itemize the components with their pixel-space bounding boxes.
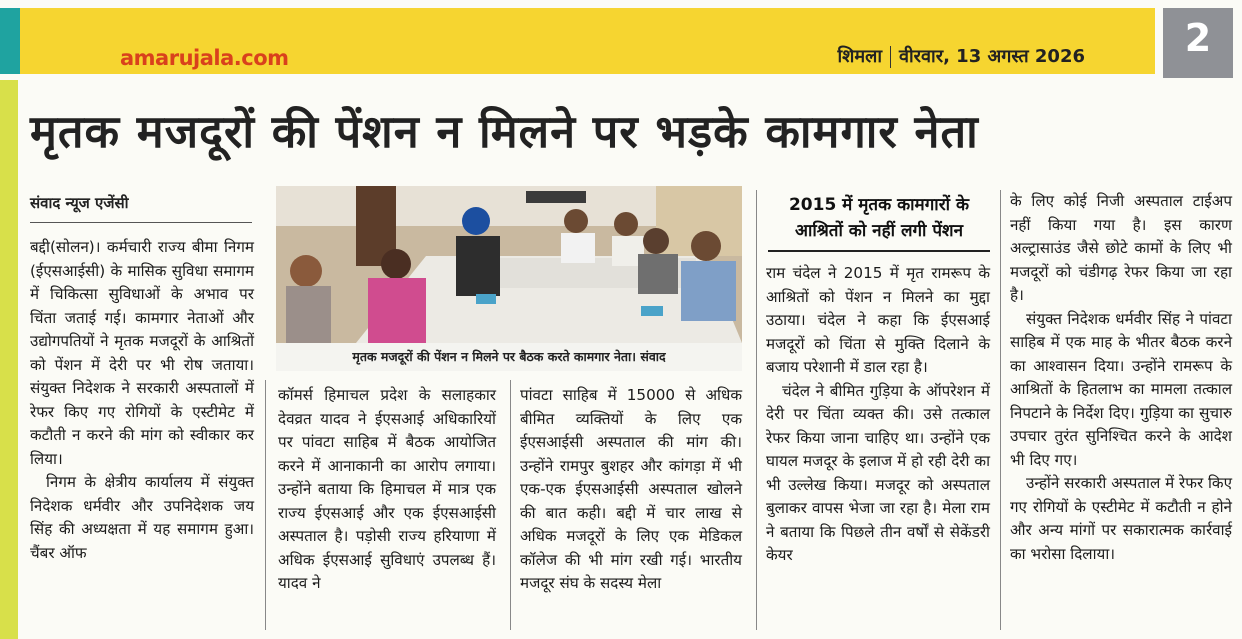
- paragraph: उन्होंने सरकारी अस्पताल में रेफर किए गए रोगियों के एस्टीमेट में कटौती न होने और अन्य मांगों पर सकारात्मक कार्रवाई का भरोसा दिलाया।: [1010, 474, 1232, 563]
- paragraph: पांवटा साहिब में 15000 से अधिक बीमित व्यक्तियों के लिए एक ईएसआईसी अस्पताल की मांग की। उन्होंने रामपुर बुशहर और कांगड़ा में भी एक-एक ईएसआईसी अस्पताल खोलने की बात कही। बद्दी में चार लाख से अधिक मजदूरों के लिए एक मेडिकल कॉलेज की भी मांग रखी गई। भारतीय मजदूर संघ के सदस्य मेला: [520, 386, 742, 592]
- date-label: वीरवार, 13 अगस्त 2026: [899, 46, 1085, 67]
- masthead-bar: [0, 8, 1155, 74]
- paragraph: के लिए कोई निजी अस्पताल टाईअप नहीं किया गया है। इस कारण अल्ट्रासाउंड जैसे छोटे कामों के लिए भी मजदूरों को चंडीगढ़ रेफर किया जा रहा है।: [1010, 192, 1232, 304]
- page-number-box: [1163, 8, 1233, 78]
- meeting-photo-illustration: [276, 186, 742, 343]
- news-photo[interactable]: [276, 186, 742, 343]
- left-color-strip: [0, 80, 18, 639]
- masthead-accent-strip: [0, 8, 20, 74]
- paragraph: संयुक्त निदेशक धर्मवीर सिंह ने पांवटा साहिब में एक माह के भीतर बैठक करने का आश्वासन दिया। उन्होंने रामरूप के आश्रितों के हितलाभ का मामला तत्काल निपटाने के निर्देश दिए। गुड़िया का सुचारु उपचार तुरंत सुनिश्चित करने के आदेश भी दिए गए।: [1010, 309, 1232, 469]
- column-divider: [265, 380, 266, 630]
- byline: संवाद न्यूज एजेंसी: [30, 194, 129, 212]
- page-bottom-edge: [20, 630, 1240, 639]
- city-label: शिमला: [837, 46, 882, 67]
- site-logo[interactable]: amarujala.com: [120, 46, 289, 70]
- column-3: [520, 384, 742, 596]
- paragraph: निगम के क्षेत्रीय कार्यालय में संयुक्त निदेशक धर्मवीर और उपनिदेशक जय सिंह की अध्यक्षता में यह समागम हुआ। चैंबर ऑफ: [30, 473, 254, 562]
- column-divider: [1000, 190, 1001, 630]
- column-divider: [756, 190, 757, 630]
- column-1: [30, 236, 254, 565]
- subhead-rule: [768, 250, 990, 252]
- sub-headline: 2015 में मृतक कामगारों के आश्रितों को नहीं लगी पेंशन: [788, 195, 970, 241]
- dateline-divider: [890, 46, 891, 68]
- article-headline: मृतक मजदूरों की पेंशन न मिलने पर भड़के कामगार नेता: [30, 105, 979, 158]
- column-2: [278, 384, 496, 596]
- page-number: 2: [1184, 16, 1212, 60]
- byline-rule: [30, 222, 252, 223]
- photo-caption: मृतक मजदूरों की पेंशन न मिलने पर बैठक करते कामगार नेता। संवाद: [276, 343, 742, 371]
- paragraph: राम चंदेल ने 2015 में मृत रामरूप के आश्रितों को पेंशन न मिलने का मुद्दा उठाया। चंदेल ने कहा कि ईएसआई मजदूरों को चिंता से मुक्ति दिलाने के बजाय परेशानी में डाल रहा है।: [766, 264, 990, 376]
- column-5: [1010, 190, 1232, 566]
- paragraph: कॉमर्स हिमाचल प्रदेश के सलाहकार देवव्रत यादव ने ईएसआई अधिकारियों पर पांवटा साहिब में बैठक आयोजित करने में आनाकानी का आरोप लगाया। उन्होंने बताया कि हिमाचल में मात्र एक राज्य ईएसआई और एक ईएसआईसी अस्पताल है। पड़ोसी राज्य हरियाणा में अधिक ईएसआई सुविधाएं उपलब्ध हैं। यादव ने: [278, 386, 496, 592]
- column-4: [766, 262, 990, 568]
- column-divider: [510, 380, 511, 630]
- dateline: [837, 44, 1085, 68]
- paragraph: चंदेल ने बीमित गुड़िया के ऑपरेशन में देरी पर चिंता व्यक्त की। उसे तत्काल रेफर किया जाना चाहिए था। उन्होंने एक घायल मजदूर के इलाज में हो रही देरी का भी उल्लेख किया। मजदूर को अस्पताल बुलाकर वापस भेजा जा रहा है। मेला राम ने बताया कि पिछले तीन वर्षों से सेकेंडरी केयर: [766, 381, 990, 564]
- paragraph: बद्दी(सोलन)। कर्मचारी राज्य बीमा निगम (ईएसआईसी) के मासिक सुविधा समागम में चिकित्सा सुविधाओं के अभाव पर चिंता जताई गई। कामगार नेताओं और उद्योगपतियों ने मृतक मजदूरों के आश्रितों को पेंशन में देरी पर भी रोष जताया। संयुक्त निदेशक ने सरकारी अस्पतालों में रेफर किए गए रोगियों के एस्टीमेट में कटौती न करने की मांग को स्वीकार कर लिया।: [30, 238, 254, 468]
